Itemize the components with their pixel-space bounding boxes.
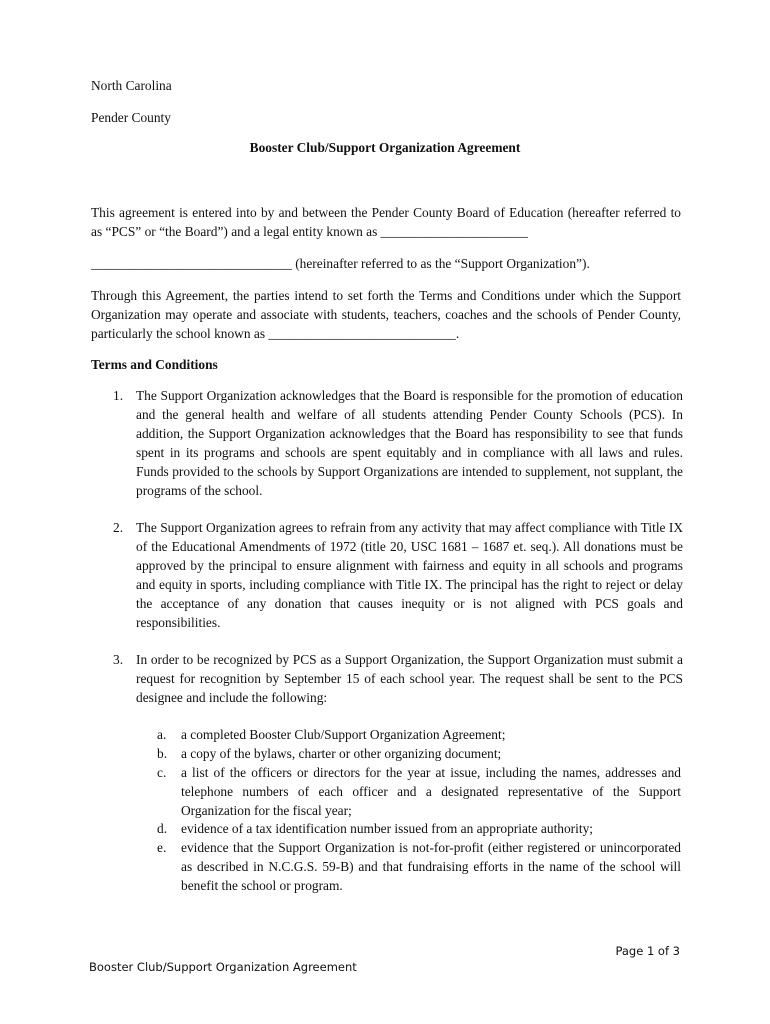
requirement-text: a completed Booster Club/Support Organization Agreement; — [181, 727, 506, 742]
term-item-1 — [113, 386, 683, 500]
term-text: The Support Organization agrees to refrain from any activity that may affect compliance with Title IX of the Educational Amendments of 1972 (title 20, USC 1681 – 1687 et. seq.). All donations must be approved by the principal to ensure alignment with fairness and equity in all schools and programs and equity in sports, including compliance with Title IX. The principal has the right to reject or delay the acceptance of any donation that causes inequity or is not aligned with PCS goals and responsibilities. — [136, 520, 683, 630]
term-item-2 — [113, 518, 683, 632]
requirement-item-d — [157, 819, 681, 838]
requirement-item-e — [157, 838, 681, 895]
term-number: 2. — [113, 520, 124, 535]
term-item-3 — [113, 650, 683, 707]
requirement-letter: d. — [157, 821, 168, 836]
requirement-letter: e. — [157, 840, 167, 855]
requirement-text: evidence that the Support Organization is not-for-profit (either registered or unincorporated as described in N.C.G.S. 59-B) and that fundraising efforts in the name of the school will benefit the school or program. — [181, 840, 681, 893]
purpose-paragraph: Through this Agreement, the parties intend to set forth the Terms and Conditions under which the Support Organization may operate and associate with students, teachers, coaches and the schools of Pender County, particularly the school known as ____________________________. — [91, 288, 681, 341]
term-text: In order to be recognized by PCS as a Support Organization, the Support Organization must submit a request for recognition by September 15 of each school year. The request shall be sent to the PCS designee and include the following: — [136, 652, 683, 705]
term-number: 3. — [113, 652, 124, 667]
document-title: Booster Club/Support Organization Agreement — [249, 140, 521, 155]
county-line: Pender County — [91, 110, 171, 125]
term-number: 1. — [113, 388, 124, 403]
requirement-item-c — [157, 763, 681, 820]
terms-heading: Terms and Conditions — [91, 357, 218, 372]
page-number: Page 1 of 3 — [615, 944, 680, 958]
requirement-letter: c. — [157, 765, 167, 780]
footer-document-title: Booster Club/Support Organization Agreement — [89, 960, 357, 974]
requirement-text: a copy of the bylaws, charter or other organizing document; — [181, 746, 502, 761]
support-org-name-line: ______________________________ (hereinafter referred to as the “Support Organization”). — [91, 256, 590, 271]
term-text: The Support Organization acknowledges that the Board is responsible for the promotion of education and the general health and welfare of all students attending Pender County Schools (PCS). In addition, the Support Organization acknowledges that the Board has responsibility to see that funds spent in its programs and schools are spent equitably and in compliance with all laws and rules. Funds provided to the schools by Support Organizations are intended to supplement, not supplant, the programs of the school. — [136, 388, 683, 498]
state-line: North Carolina — [91, 78, 172, 93]
requirement-item-a — [157, 725, 681, 744]
requirement-letter: b. — [157, 746, 168, 761]
requirement-letter: a. — [157, 727, 167, 742]
requirement-text: evidence of a tax identification number issued from an appropriate authority; — [181, 821, 593, 836]
requirement-text: a list of the officers or directors for the year at issue, including the names, addresses and telephone numbers of each officer and a designated representative of the Support Organization for the fiscal year; — [181, 765, 681, 818]
intro-paragraph: This agreement is entered into by and between the Pender County Board of Education (hereafter referred to as “PCS” or “the Board”) and a legal entity known as ______________________ — [91, 205, 681, 239]
requirement-item-b — [157, 744, 681, 763]
